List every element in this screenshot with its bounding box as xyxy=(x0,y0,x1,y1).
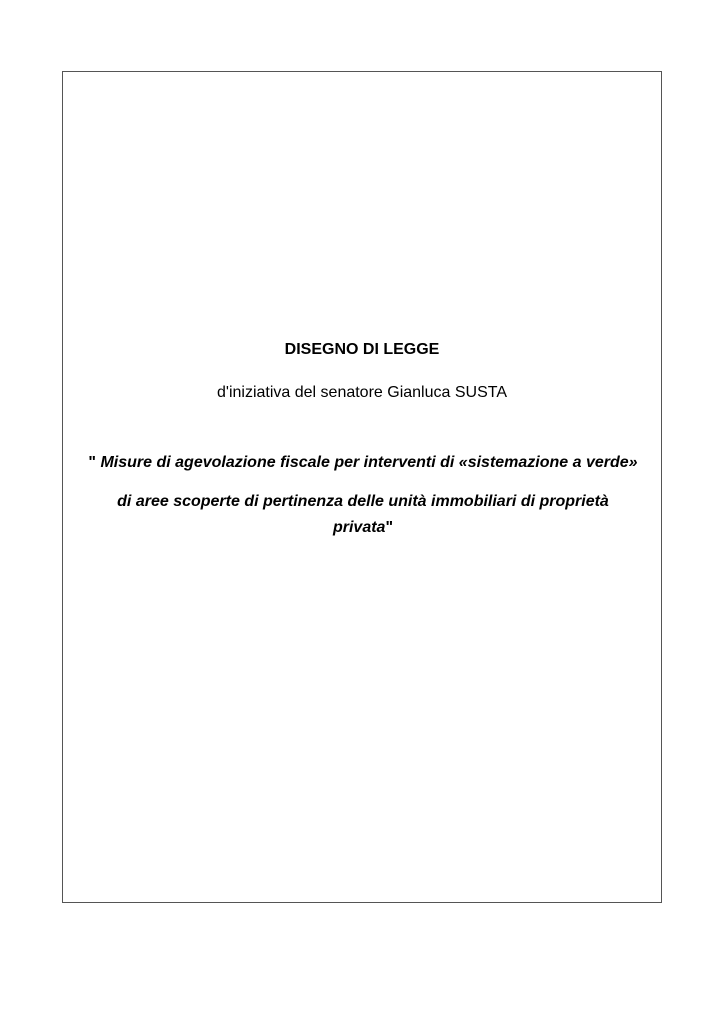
bill-title-line-3 xyxy=(73,515,653,541)
bill-title-text-3: privata xyxy=(332,519,386,536)
bill-title xyxy=(73,450,653,541)
bill-title-line-2: di aree scoperte di pertinenza delle unità immobiliari di proprietà xyxy=(117,493,609,510)
bill-title-text-1: Misure di agevolazione fiscale per interventi di «sistemazione a verde» xyxy=(100,454,638,471)
initiative-line: d'iniziativa del senatore Gianluca SUSTA xyxy=(216,384,507,401)
close-quote: " xyxy=(385,519,394,536)
open-quote: " xyxy=(88,454,97,471)
bill-title-line-1 xyxy=(73,450,653,476)
page-frame xyxy=(62,71,662,903)
document-heading: DISEGNO DI LEGGE xyxy=(284,341,440,358)
